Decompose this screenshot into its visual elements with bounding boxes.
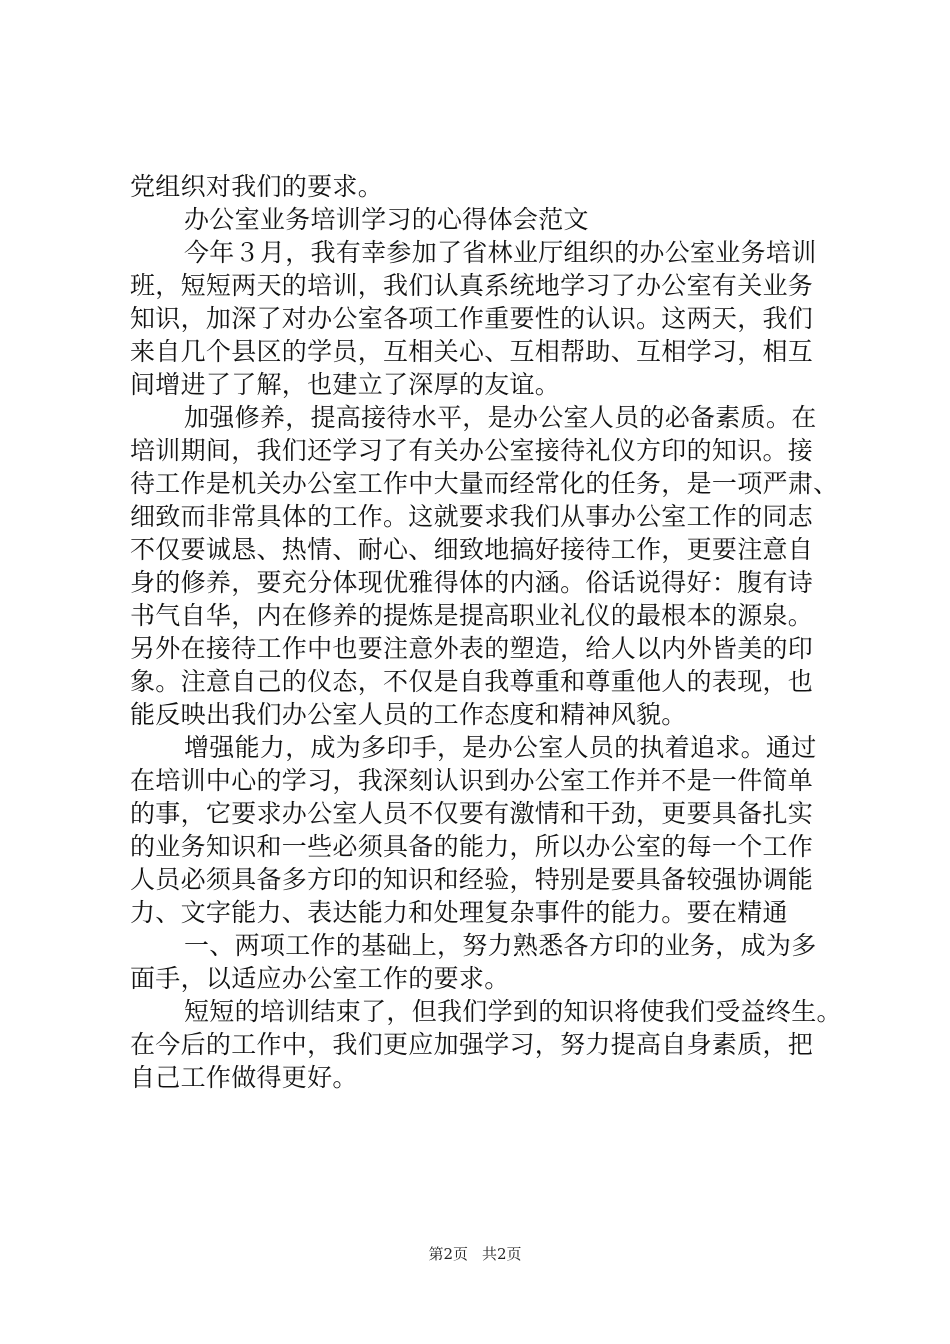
text-line: 象。注意自己的仪态，不仅是自我尊重和尊重他人的表现，也 xyxy=(130,667,814,696)
text-line: 力、文字能力、表达能力和处理复杂事件的能力。要在精通 xyxy=(130,898,788,927)
text-line: 党组织对我们的要求。 xyxy=(130,172,384,201)
text-line: 书气自华，内在修养的提炼是提高职业礼仪的最根本的源泉。 xyxy=(130,601,814,630)
page-footer xyxy=(0,1244,950,1264)
page-total: 共2页 xyxy=(482,1245,522,1263)
text-line: 待工作是机关办公室工作中大量而经常化的任务，是一项严肃、 xyxy=(130,469,839,498)
text-line: 能反映出我们办公室人员的工作态度和精神风貌。 xyxy=(130,700,687,729)
text-line: 自己工作做得更好。 xyxy=(130,1063,358,1092)
document-body xyxy=(130,170,842,1094)
text-line: 班，短短两天的培训，我们认真系统地学习了办公室有关业务 xyxy=(130,271,814,300)
page-number: 第2页 xyxy=(428,1245,468,1263)
text-line: 培训期间，我们还学习了有关办公室接待礼仪方印的知识。接 xyxy=(130,436,814,465)
text-line: 增强能力，成为多印手，是办公室人员的执着追求。通过 xyxy=(184,733,817,762)
text-line: 细致而非常具体的工作。这就要求我们从事办公室工作的同志 xyxy=(130,502,814,531)
text-line: 一、两项工作的基础上，努力熟悉各方印的业务，成为多 xyxy=(184,931,817,960)
text-line: 面手，以适应办公室工作的要求。 xyxy=(130,964,510,993)
text-line: 在今后的工作中，我们更应加强学习，努力提高自身素质，把 xyxy=(130,1030,814,1059)
text-line: 短短的培训结束了，但我们学到的知识将使我们受益终生。 xyxy=(184,997,842,1026)
text-line: 人员必须具备多方印的知识和经验，特别是要具备较强协调能 xyxy=(130,865,814,894)
text-line: 加强修养，提高接待水平，是办公室人员的必备素质。在 xyxy=(184,403,817,432)
text-line: 身的修养，要充分体现优雅得体的内涵。俗话说得好：腹有诗 xyxy=(130,568,814,597)
text-line: 在培训中心的学习，我深刻认识到办公室工作并不是一件简单 xyxy=(130,766,814,795)
text-line: 间增进了了解，也建立了深厚的友谊。 xyxy=(130,370,561,399)
text-line: 的事，它要求办公室人员不仅要有激情和干劲，更要具备扎实 xyxy=(130,799,814,828)
text-line: 今年３月，我有幸参加了省林业厅组织的办公室业务培训 xyxy=(184,238,817,267)
text-line: 来自几个县区的学员，互相关心、互相帮助、互相学习，相互 xyxy=(130,337,814,366)
text-line: 另外在接待工作中也要注意外表的塑造，给人以内外皆美的印 xyxy=(130,634,814,663)
text-line: 不仅要诚恳、热情、耐心、细致地搞好接待工作，更要注意自 xyxy=(130,535,814,564)
text-line: 知识，加深了对办公室各项工作重要性的认识。这两天，我们 xyxy=(130,304,814,333)
article-title: 办公室业务培训学习的心得体会范文 xyxy=(184,205,589,234)
text-line: 的业务知识和一些必须具备的能力，所以办公室的每一个工作 xyxy=(130,832,814,861)
